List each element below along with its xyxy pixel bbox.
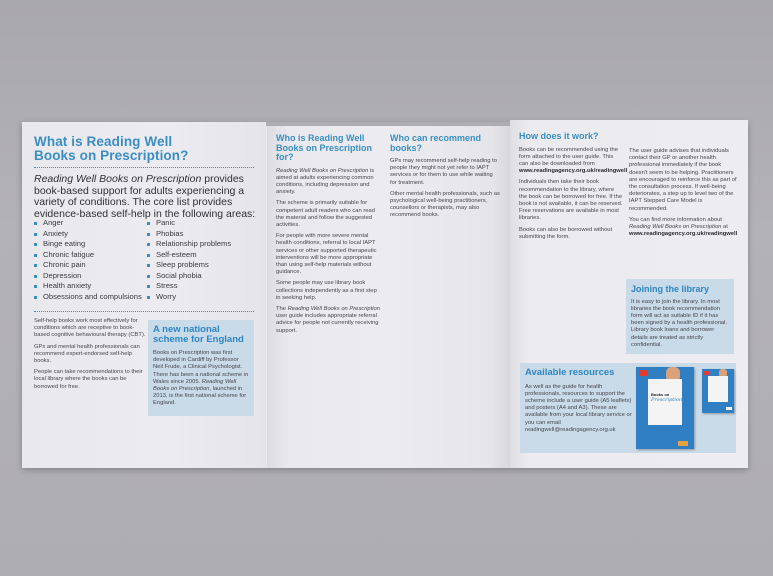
poster-large-image: Books on Prescription	[636, 367, 694, 449]
condition-item: Sleep problems	[146, 260, 231, 271]
condition-item: Obsessions and compulsions	[33, 292, 142, 303]
condition-item: Panic	[146, 218, 231, 229]
condition-item: Anxiety	[33, 229, 142, 240]
condition-item: Health anxiety	[33, 281, 142, 292]
who-for-section: Who is Reading Well Books on Prescription for? Reading Well Books on Prescription is aimed at adults experiencing common conditions, including depression and anxiety. The scheme is primarily suitable for competent adult readers who can read the material and follow the suggested activities. For people with more severe mental health conditions, referral to local IAPT services or other supported therapeutic interventions will be more appropriate than using self-help materials without guidance. Some people may use library book collections independently as a first step in seeking help. The Reading Well Books on Prescription user guide includes appropriate referral advice for people not currently receiving support.	[276, 134, 382, 339]
book-cover	[708, 376, 728, 402]
brochure	[22, 122, 748, 468]
condition-item: Social phobia	[146, 271, 231, 282]
conditions-list-1	[33, 218, 142, 302]
joining-library-box: Joining the library It is easy to join the library. In most libraries the book recommendation form will act as suitable ID if it has been signed by a health professional. Library book loans and borrower details are treated as strictly confidential.	[626, 279, 734, 354]
who-recommend-heading: Who can recommend books?	[390, 133, 482, 153]
condition-item: Relationship problems	[146, 239, 231, 250]
how-it-works-section: How does it work? Books can be recommended using the form attached to the user guide. This can also be downloaded from www.readingagency.org.uk/readingwell Individuals then take their book recommendation to the library, where the book can be borrowed for free. If the book is not available, it can be reserved. Free reservations are available in most libraries. Books can also be borrowed without submitting the form.	[519, 131, 628, 240]
who-recommend-section: Who can recommend books? GPs may recommend self-help reading to people they might not yet refer to IAPT services or for them to use while waiting for treatment. Other mental health professionals, such as psychological well-being practitioners, counsellors or therapists, may also recommend books.	[390, 133, 500, 219]
condition-item: Worry	[146, 292, 231, 303]
national-scheme-box	[148, 320, 254, 416]
who-for-heading: Who is Reading Well Books on Prescription for?	[276, 133, 373, 162]
poster-small-image	[702, 369, 734, 413]
fold-crease	[265, 126, 268, 468]
national-scheme-text: Books on Prescription was first developed in Cardiff by Professor Neil Frude, a Clinical Psychologist. There has been a national scheme in Wales since 2005. Reading Well Books on Prescription, launched in 2013, is the first national scheme for England.	[153, 350, 249, 407]
condition-item: Phobias	[146, 229, 231, 240]
website-link[interactable]: www.readingagency.org.uk/readingwell	[519, 168, 628, 175]
conditions-list-2	[146, 218, 231, 302]
condition-item: Depression	[33, 271, 142, 282]
condition-item: Anger	[33, 218, 142, 229]
dotted-divider	[34, 311, 254, 312]
middle-panel	[266, 126, 510, 468]
dotted-divider	[34, 167, 254, 168]
email-link[interactable]: readingwell@readingagency.org.uk	[525, 426, 616, 433]
joining-heading: Joining the library	[631, 284, 710, 294]
condition-item: Self-esteem	[146, 250, 231, 261]
left-panel	[22, 122, 266, 468]
cbt-info: Self-help books work most effectively for conditions which are receptive to book-based cognitive behavioural therapy (CBT). GPs and mental health professionals can recommend expert-endorsed self-help books. People can take recommendations to their local library where the books can be borrowed for free.	[34, 318, 146, 390]
intro-text: Reading Well Books on Prescription provides book-based support for adults experiencing a variety of conditions. The core list provides evidence-based self-help in the following areas:	[34, 173, 256, 220]
resources-box: Available resources As well as the guide for health professionals, resources to support the scheme include a user guide (A5 leaflets) and posters (A4 and A3). These are available from your local library service or you can email readingwell@readingagency.org.uk Books on Prescription	[520, 363, 736, 453]
resources-heading: Available resources	[525, 367, 615, 378]
main-title: What is Reading Well Books on Prescription?	[34, 134, 189, 163]
national-scheme-heading: A new national scheme for England	[153, 324, 244, 345]
condition-item: Chronic pain	[33, 260, 142, 271]
how-heading: How does it work?	[519, 131, 599, 141]
logo-tag	[639, 370, 648, 376]
user-guide-section: The user guide advises that individuals contact their GP or another health professional immediately if the book doesn't seem to be helping. Practitioners are encouraged to reinforce this as part of the consultation process. If well-being deteriorates, a step up to level two of the IAPT Stepped Care Model is recommended. You can find more information about Reading Well Books on Prescription at www.readingagency.org.uk/readingwell	[629, 148, 738, 238]
website-link[interactable]: www.readingagency.org.uk/readingwell	[629, 231, 738, 238]
right-panel	[510, 120, 748, 468]
condition-item: Stress	[146, 281, 231, 292]
condition-item: Chronic fatigue	[33, 250, 142, 261]
condition-item: Binge eating	[33, 239, 142, 250]
